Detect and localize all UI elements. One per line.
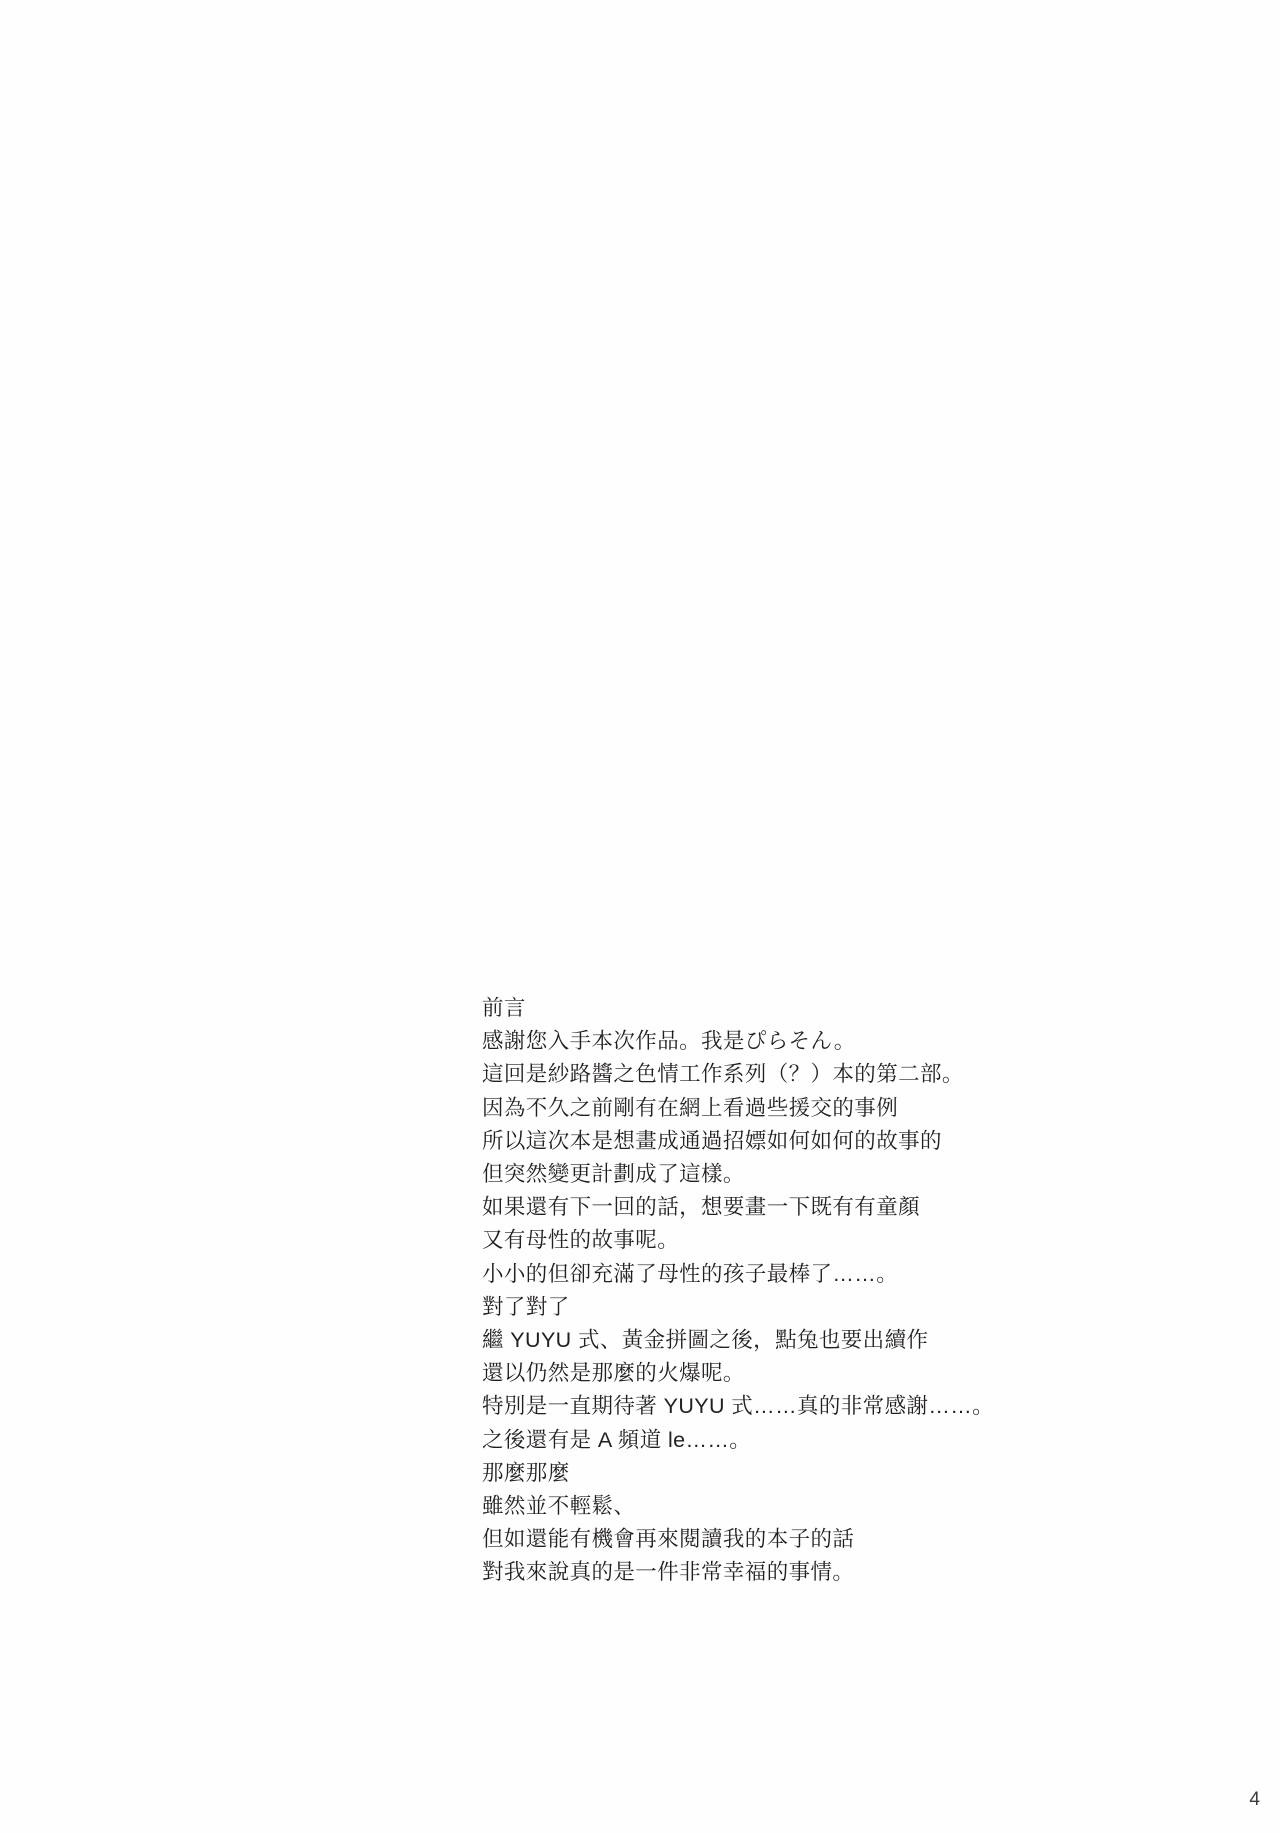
afterword-line: 小小的但卻充滿了母性的孩子最棒了……。 [482, 1261, 899, 1286]
afterword-line: 如果還有下一回的話，想要畫一下既有有童顏 [482, 1195, 921, 1220]
afterword-line: 還以仍然是那麼的火爆呢。 [482, 1361, 745, 1386]
afterword-line: 這回是紗路醬之色情工作系列（？）本的第二部。 [482, 1062, 964, 1087]
afterword-line: 特別是一直期待著 YUYU 式……真的非常感謝……。 [482, 1394, 995, 1419]
afterword-line: 又有母性的故事呢。 [482, 1228, 680, 1253]
afterword-text-block [482, 992, 1102, 1590]
afterword-line: 那麼那麼 [482, 1460, 570, 1485]
afterword-line: 前言 [482, 996, 526, 1020]
afterword-line: 之後還有是 A 頻道 le……。 [482, 1427, 752, 1452]
afterword-line: 繼 YUYU 式、黃金拼圖之後，點兔也要出續作 [482, 1328, 929, 1353]
afterword-line: 雖然並不輕鬆、 [482, 1494, 636, 1519]
page-number: 4 [1249, 1789, 1260, 1810]
afterword-line: 對了對了 [482, 1294, 570, 1319]
afterword-line: 對我來說真的是一件非常幸福的事情。 [482, 1560, 855, 1585]
afterword-line: 但突然變更計劃成了這樣。 [482, 1162, 745, 1187]
afterword-line: 因為不久之前剛有在網上看過些援交的事例 [482, 1095, 899, 1120]
afterword-line: 感謝您入手本次作品。我是ぴらそん。 [482, 1029, 856, 1054]
afterword-line: 但如還能有機會再來閱讀我的本子的話 [482, 1527, 855, 1552]
afterword-line: 所以這次本是想畫成通過招嫖如何如何的故事的 [482, 1128, 942, 1153]
